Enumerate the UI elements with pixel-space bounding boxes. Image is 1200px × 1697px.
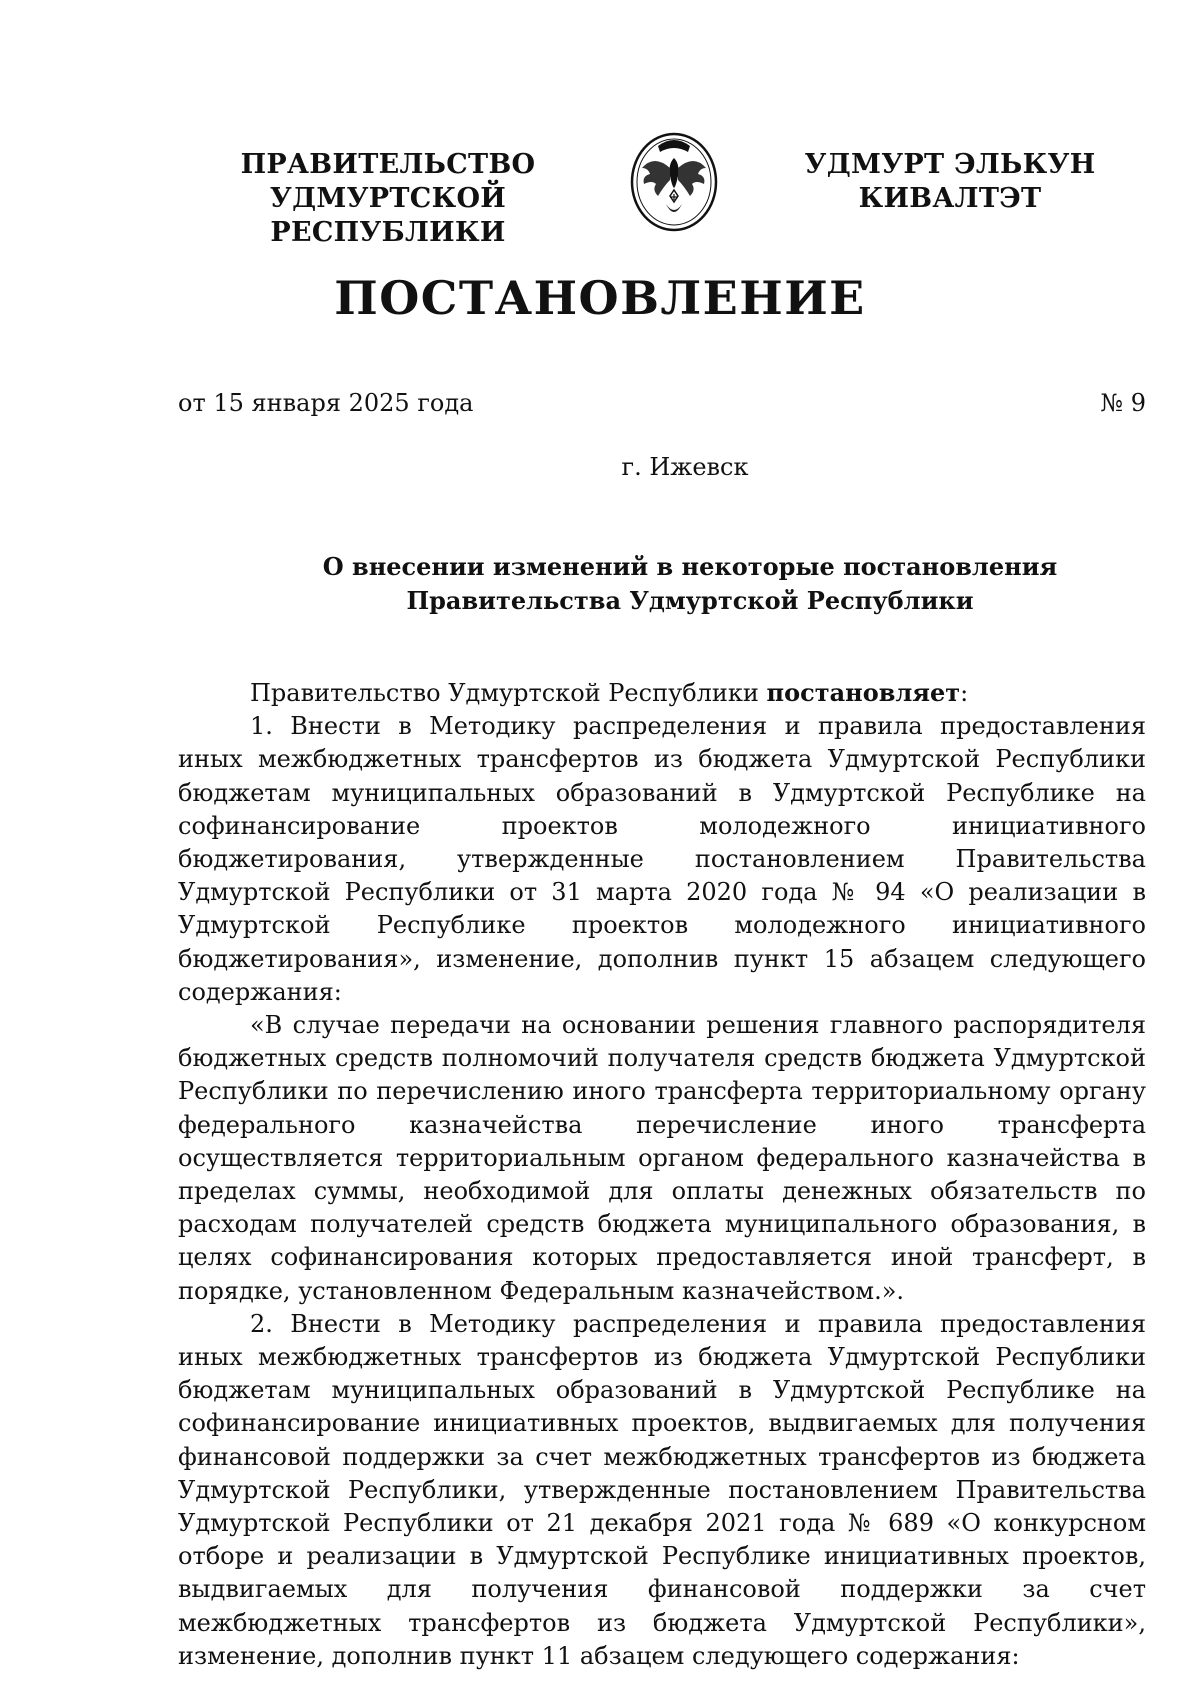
paragraph-1: 1. Внести в Методику распределения и правила предоставления иных межбюджетных трансфертов из бюджета Удмуртской Республики бюджетам муниципальных образований в Удмуртской Республике на софинансирование проектов молодежного инициативного бюджетирования, утвержденные постановлением Правительства Удмуртской Республики от 31 марта 2020 года № 94 «О реализации в Удмуртской Республике проектов молодежного инициативного бюджетирования», изменение, дополнив пункт 15 абзацем следующего содержания: [178,712,1146,1006]
preamble-text: Правительство Удмуртской Республики [250,679,767,707]
document-number: № 9 [1100,389,1146,417]
udmurt-coat-of-arms-icon [618,124,730,236]
date-number-line [178,386,1146,420]
preamble-paragraph [178,676,1146,710]
document-header [0,148,1200,268]
header-russian-name [168,148,608,250]
subject-line-2: Правительства Удмуртской Республики [406,586,974,615]
paragraph-1-quote: «В случае передачи на основании решения главного распорядителя бюджетных средств полномочий получателя средств бюджета Удмуртской Республики по перечислению иного трансферта территориальному органу федерального казначейства перечисление иного трансферта осуществляется территориальным органом федерального казначейства в пределах суммы, необходимой для оплаты денежных обязательств по расходам получателей средств бюджета муниципального образования, в целях софинансирования которых предоставляется иной трансферт, в порядке, установленном Федеральным казначейством.». [178,1011,1146,1305]
header-right-line-1: УДМУРТ ЭЛЬКУН [804,149,1096,180]
document-title: ПОСТАНОВЛЕНИЕ [334,271,866,325]
document-city: г. Ижевск [621,453,749,481]
header-left-line-2: УДМУРТСКОЙ РЕСПУБЛИКИ [269,183,507,248]
document-subject [250,550,1130,618]
document-body [178,676,1146,1673]
header-udmurt-name [780,148,1120,216]
header-left-line-1: ПРАВИТЕЛЬСТВО [240,149,536,180]
preamble-colon: : [960,679,969,707]
subject-line-1: О внесении изменений в некоторые постановления [322,552,1058,581]
paragraph-2: 2. Внести в Методику распределения и правила предоставления иных межбюджетных трансфертов из бюджета Удмуртской Республики бюджетам муниципальных образований в Удмуртской Республике на софинансирование инициативных проектов, выдвигаемых для получения финансовой поддержки за счет межбюджетных трансфертов из бюджета Удмуртской Республики, утвержденные постановлением Правительства Удмуртской Республики от 21 декабря 2021 года № 689 «О конкурсном отборе и реализации в Удмуртской Республике инициативных проектов, выдвигаемых для получения финансовой поддержки за счет межбюджетных трансфертов из бюджета Удмуртской Республики», изменение, дополнив пункт 11 абзацем следующего содержания: [178,1309,1146,1670]
document-date: от 15 января 2025 года [178,389,474,417]
header-right-line-2: КИВАЛТЭТ [858,183,1042,214]
preamble-verb: постановляет [766,678,961,707]
